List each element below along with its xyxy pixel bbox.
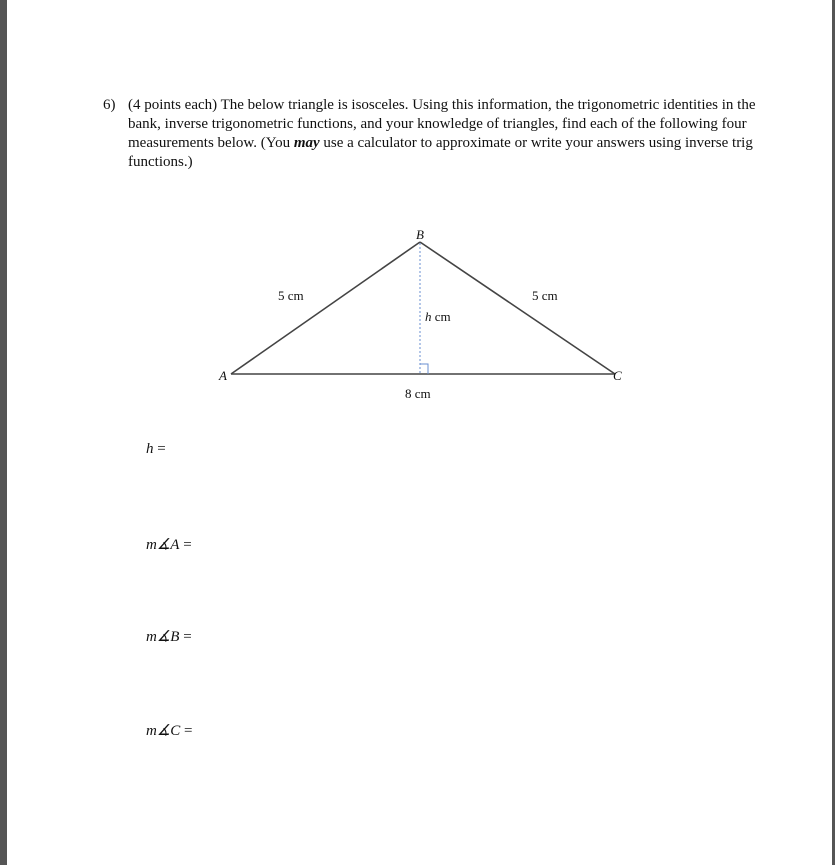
height-label	[425, 309, 451, 324]
answer-angle-a-label: m∡A	[146, 537, 180, 553]
question-text-outro: use a calculator to approximate or write your answers using inverse trig functions.)	[128, 135, 753, 170]
question-number: 6)	[103, 97, 116, 113]
answer-angle-a	[146, 535, 192, 554]
question-emphasis: may	[293, 135, 320, 151]
document-page	[7, 0, 832, 865]
answer-h-label: h	[146, 441, 154, 457]
answer-angle-c-label: m∡C	[146, 723, 181, 739]
vertex-a-label: A	[219, 368, 227, 383]
vertex-b-label: B	[416, 227, 424, 242]
answer-h-equals: =	[153, 441, 166, 457]
side-ab	[231, 242, 420, 374]
question-text-intro: (4 points each) The below triangle is isosceles. Using this information, the trigonometric identities in the bank, inverse trigonometric functions, and your knowledge of triangles, find each of the following four measurements below. (You	[128, 97, 756, 151]
height-variable: h	[425, 309, 432, 324]
answer-angle-c-equals: =	[180, 723, 193, 739]
base-label: 8 cm	[405, 386, 431, 401]
answer-angle-b-equals: =	[179, 629, 192, 645]
answer-angle-b	[146, 627, 192, 646]
vertex-c-label: C	[613, 368, 622, 383]
answer-h	[146, 441, 166, 458]
side-bc-label: 5 cm	[532, 288, 558, 303]
answer-angle-c	[146, 721, 193, 740]
height-unit: cm	[434, 309, 451, 324]
isosceles-triangle-figure	[7, 0, 832, 865]
side-ab-label: 5 cm	[278, 288, 304, 303]
answer-angle-b-label: m∡B	[146, 629, 180, 645]
answer-angle-a-equals: =	[179, 537, 192, 553]
viewer-left-border	[0, 0, 7, 865]
right-angle-marker	[420, 364, 428, 374]
side-bc	[420, 242, 615, 374]
